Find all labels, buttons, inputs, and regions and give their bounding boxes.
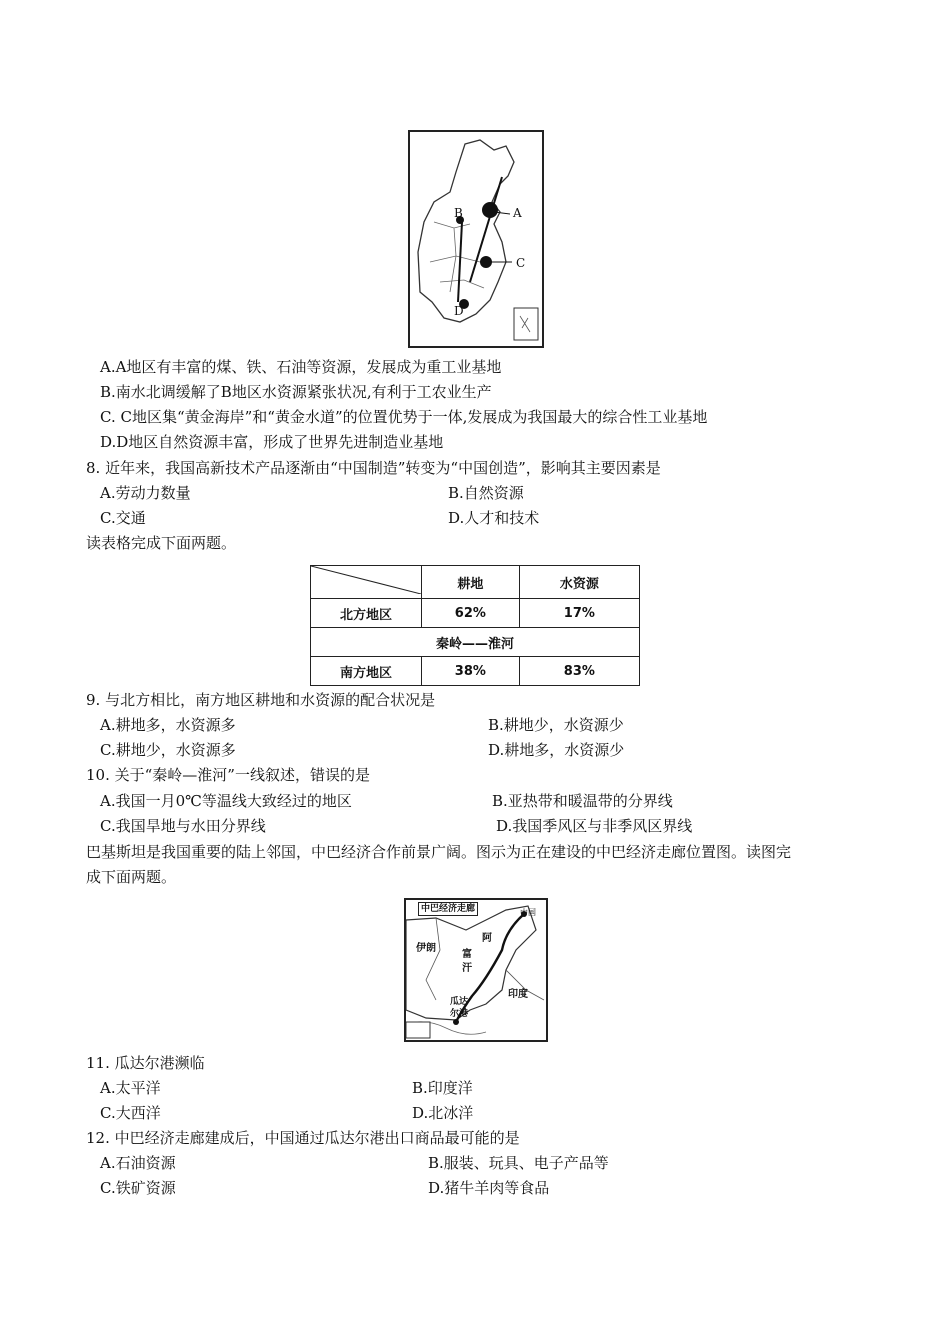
q10-option-b: B.亚热带和暖温带的分界线 — [492, 792, 673, 810]
q9-stem: 9. 与北方相比，南方地区耕地和水资源的配合状况是 — [86, 691, 436, 709]
label-gwadar-2: 尔港 — [450, 1009, 469, 1019]
table-diagonal — [311, 566, 421, 594]
q11-option-b: B.印度洋 — [412, 1079, 473, 1097]
q7-option-d: D.D地区自然资源丰富，形成了世界先进制造业基地 — [100, 433, 444, 451]
label-afghan-1: 阿 — [482, 933, 492, 944]
q8-stem: 8. 近年来，我国高新技术产品逐渐由“中国制造”转变为“中国创造”，影响其主要因素是 — [86, 459, 661, 477]
cpec-map-title: 中巴经济走廊 — [418, 902, 478, 916]
label-india: 印度 — [508, 989, 528, 1000]
q10-option-c: C.我国旱地与水田分界线 — [100, 817, 266, 835]
q7-option-b: B.南水北调缓解了B地区水资源紧张状况,有利于工农业生产 — [100, 383, 492, 401]
q10-stem: 10. 关于“秦岭—淮河”一线叙述，错误的是 — [86, 766, 370, 784]
table-south-label: 南方地区 — [311, 657, 422, 686]
intro2-line2: 成下面两题。 — [86, 868, 177, 886]
label-gwadar-1: 瓜达 — [450, 997, 469, 1007]
cpec-map — [404, 898, 548, 1042]
label-afghan-3: 汗 — [462, 963, 472, 974]
table-header-farmland: 耕地 — [422, 566, 520, 599]
q11-stem: 11. 瓜达尔港濒临 — [86, 1054, 205, 1072]
china-region-map — [408, 130, 544, 348]
q10-option-a: A.我国一月0℃等温线大致经过的地区 — [100, 792, 352, 810]
label-iran: 伊朗 — [416, 943, 436, 954]
table-corner-cell — [311, 566, 422, 599]
table-divider-row: 秦岭——淮河 — [311, 628, 640, 657]
q9-option-b: B.耕地少，水资源少 — [488, 716, 624, 734]
q9-option-c: C.耕地少，水资源多 — [100, 741, 236, 759]
q8-option-d: D.人才和技术 — [448, 509, 540, 527]
q12-option-d: D.猪牛羊肉等食品 — [428, 1179, 550, 1197]
table-south-farmland: 38% — [422, 657, 520, 686]
label-afghan-2: 富 — [462, 949, 472, 960]
q7-option-c: C. C地区集“黄金海岸”和“黄金水道”的位置优势于一体,发展成为我国最大的综合性工业基地 — [100, 408, 708, 426]
table-south-water: 83% — [519, 657, 639, 686]
q11-option-d: D.北冰洋 — [412, 1104, 474, 1122]
q9-option-d: D.耕地多，水资源少 — [488, 741, 625, 759]
q10-option-d: D.我国季风区与非季风区界线 — [496, 817, 693, 835]
table-header-water: 水资源 — [519, 566, 639, 599]
q11-option-c: C.大西洋 — [100, 1104, 161, 1122]
q9-option-a: A.耕地多，水资源多 — [100, 716, 236, 734]
intro2-line1: 巴基斯坦是我国重要的陆上邻国，中巴经济合作前景广阔。图示为正在建设的中巴经济走廊位置图。读图完 — [86, 843, 792, 861]
table-intro: 读表格完成下面两题。 — [86, 534, 237, 552]
cpec-map-drawing — [406, 900, 546, 1040]
q12-option-a: A.石油资源 — [100, 1154, 176, 1172]
map-label-c: C — [516, 256, 526, 270]
q12-option-b: B.服装、玩具、电子产品等 — [428, 1154, 609, 1172]
q11-option-a: A.太平洋 — [100, 1079, 161, 1097]
q8-option-c: C.交通 — [100, 509, 146, 527]
map-label-a: A — [513, 206, 522, 220]
q12-option-c: C.铁矿资源 — [100, 1179, 176, 1197]
map-label-d: D — [454, 304, 464, 318]
q8-option-b: B.自然资源 — [448, 484, 524, 502]
q8-option-a: A.劳动力数量 — [100, 484, 191, 502]
table-north-label: 北方地区 — [311, 599, 422, 628]
map-label-b: B — [454, 206, 463, 220]
data-table — [310, 565, 640, 686]
q12-stem: 12. 中巴经济走廊建成后，中国通过瓜达尔港出口商品最可能的是 — [86, 1129, 520, 1147]
table-north-water: 17% — [519, 599, 639, 628]
label-china: 中国 — [520, 908, 536, 917]
q7-option-a: A.A地区有丰富的煤、铁、石油等资源，发展成为重工业基地 — [100, 358, 502, 376]
table-north-farmland: 62% — [422, 599, 520, 628]
china-map-drawing — [410, 132, 542, 346]
